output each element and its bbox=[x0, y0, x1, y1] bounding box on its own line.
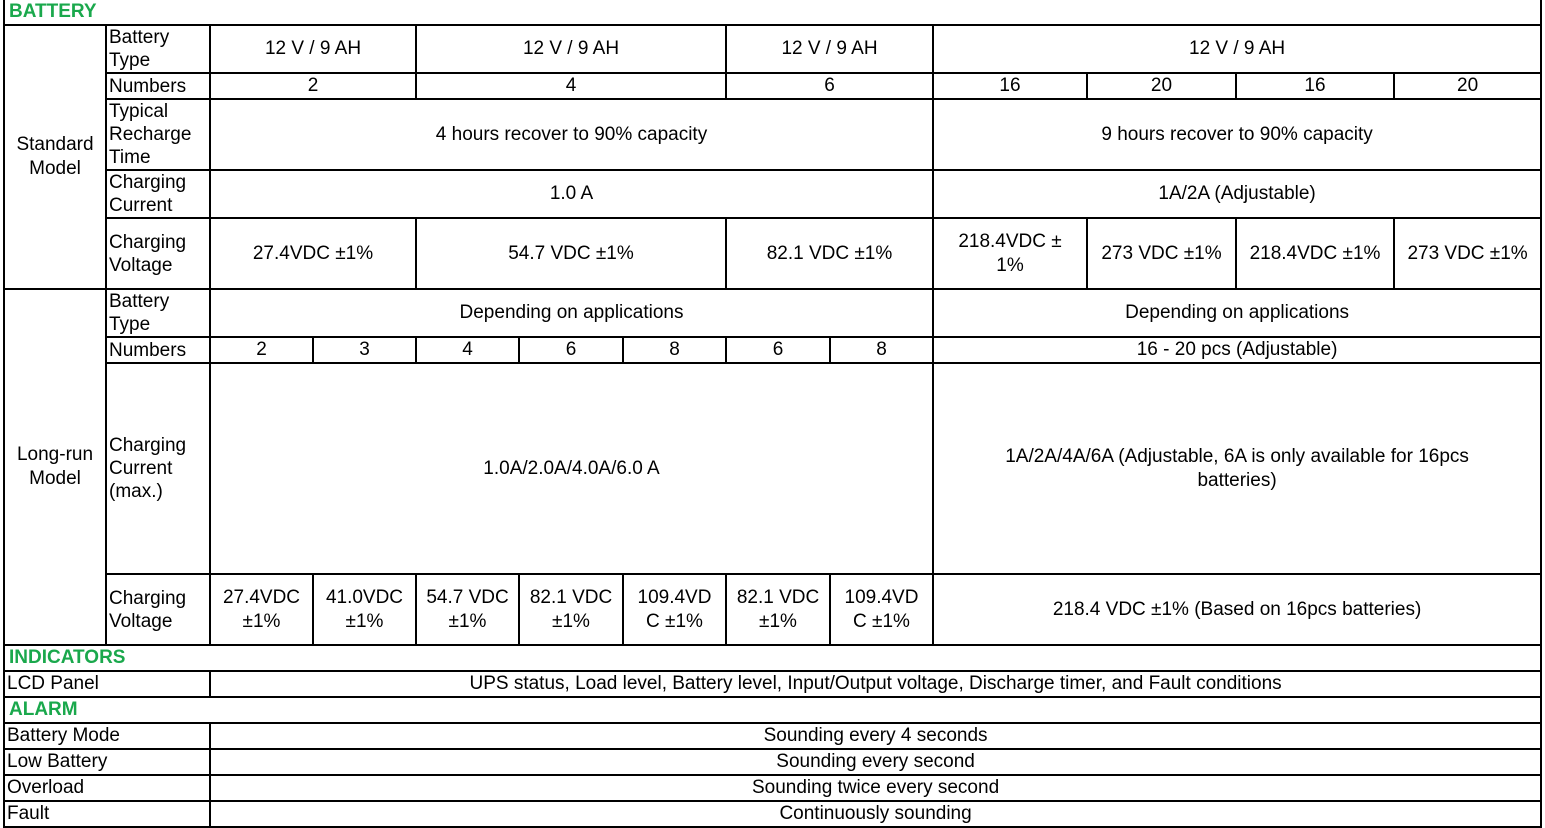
alarm-label: Battery Mode bbox=[4, 723, 210, 749]
lr-battery-type-label: Battery Type bbox=[106, 289, 210, 337]
lr-voltage-cell: 218.4 VDC ±1% (Based on 16pcs batteries) bbox=[933, 574, 1541, 645]
lr-numbers-cell: 8 bbox=[830, 337, 933, 363]
lr-numbers-cell: 16 - 20 pcs (Adjustable) bbox=[933, 337, 1541, 363]
lr-battery-type-row bbox=[4, 289, 1541, 337]
std-voltage-cell: 273 VDC ±1% bbox=[1394, 218, 1541, 289]
alarm-row bbox=[4, 723, 1541, 749]
alarm-section-title: ALARM bbox=[4, 697, 1541, 723]
std-numbers-cell: 20 bbox=[1394, 73, 1541, 99]
lr-voltage-cell: 82.1 VDC ±1% bbox=[726, 574, 830, 645]
battery-section-title: BATTERY bbox=[4, 0, 1541, 25]
lr-current-cell: 1.0A/2.0A/4.0A/6.0 A bbox=[210, 363, 933, 574]
std-battery-type-cell: 12 V / 9 AH bbox=[416, 25, 726, 73]
alarm-label: Low Battery bbox=[4, 749, 210, 775]
alarm-label: Fault bbox=[4, 801, 210, 827]
alarm-label: Overload bbox=[4, 775, 210, 801]
lr-voltage-cell: 41.0VDC ±1% bbox=[313, 574, 416, 645]
spec-table bbox=[3, 0, 1542, 828]
std-numbers-cell: 16 bbox=[1236, 73, 1394, 99]
alarm-row bbox=[4, 775, 1541, 801]
lr-voltage-cell: 82.1 VDC ±1% bbox=[519, 574, 623, 645]
battery-section-row bbox=[4, 0, 1541, 25]
std-voltage-cell: 218.4VDC ± 1% bbox=[933, 218, 1087, 289]
lr-current-label: Charging Current (max.) bbox=[106, 363, 210, 574]
std-current-cell: 1.0 A bbox=[210, 170, 933, 218]
std-voltage-cell: 218.4VDC ±1% bbox=[1236, 218, 1394, 289]
alarm-row bbox=[4, 749, 1541, 775]
std-recharge-cell: 9 hours recover to 90% capacity bbox=[933, 99, 1541, 170]
std-recharge-cell: 4 hours recover to 90% capacity bbox=[210, 99, 933, 170]
indicators-section-row bbox=[4, 645, 1541, 671]
std-current-cell: 1A/2A (Adjustable) bbox=[933, 170, 1541, 218]
std-numbers-label: Numbers bbox=[106, 73, 210, 99]
lcd-panel-value: UPS status, Load level, Battery level, Input/Output voltage, Discharge timer, and Fault conditions bbox=[210, 671, 1541, 697]
standard-model-label: Standard Model bbox=[4, 25, 106, 289]
alarm-row bbox=[4, 801, 1541, 827]
lcd-panel-label: LCD Panel bbox=[4, 671, 210, 697]
lr-current-row bbox=[4, 363, 1541, 574]
lr-voltage-row bbox=[4, 574, 1541, 645]
lr-numbers-cell: 3 bbox=[313, 337, 416, 363]
alarm-value: Sounding every 4 seconds bbox=[210, 723, 1541, 749]
std-numbers-cell: 4 bbox=[416, 73, 726, 99]
std-numbers-row bbox=[4, 73, 1541, 99]
std-battery-type-cell: 12 V / 9 AH bbox=[726, 25, 933, 73]
lr-numbers-cell: 4 bbox=[416, 337, 519, 363]
std-recharge-row bbox=[4, 99, 1541, 170]
alarm-value: Sounding twice every second bbox=[210, 775, 1541, 801]
lr-numbers-cell: 6 bbox=[519, 337, 623, 363]
std-voltage-cell: 27.4VDC ±1% bbox=[210, 218, 416, 289]
lcd-panel-row bbox=[4, 671, 1541, 697]
lr-voltage-cell: 109.4VD C ±1% bbox=[623, 574, 726, 645]
std-voltage-label: Charging Voltage bbox=[106, 218, 210, 289]
lr-voltage-cell: 54.7 VDC ±1% bbox=[416, 574, 519, 645]
std-numbers-cell: 6 bbox=[726, 73, 933, 99]
alarm-section-row bbox=[4, 697, 1541, 723]
lr-numbers-cell: 6 bbox=[726, 337, 830, 363]
indicators-section-title: INDICATORS bbox=[4, 645, 1541, 671]
lr-voltage-cell: 27.4VDC ±1% bbox=[210, 574, 313, 645]
lr-voltage-label: Charging Voltage bbox=[106, 574, 210, 645]
std-battery-type-label: Battery Type bbox=[106, 25, 210, 73]
lr-voltage-cell: 109.4VD C ±1% bbox=[830, 574, 933, 645]
std-voltage-cell: 54.7 VDC ±1% bbox=[416, 218, 726, 289]
std-voltage-row bbox=[4, 218, 1541, 289]
lr-numbers-label: Numbers bbox=[106, 337, 210, 363]
std-numbers-cell: 16 bbox=[933, 73, 1087, 99]
std-numbers-cell: 2 bbox=[210, 73, 416, 99]
alarm-value: Sounding every second bbox=[210, 749, 1541, 775]
std-current-label: Charging Current bbox=[106, 170, 210, 218]
std-battery-type-row bbox=[4, 25, 1541, 73]
std-current-row bbox=[4, 170, 1541, 218]
lr-numbers-cell: 8 bbox=[623, 337, 726, 363]
lr-numbers-row bbox=[4, 337, 1541, 363]
std-numbers-cell: 20 bbox=[1087, 73, 1236, 99]
std-battery-type-cell: 12 V / 9 AH bbox=[933, 25, 1541, 73]
std-voltage-cell: 82.1 VDC ±1% bbox=[726, 218, 933, 289]
lr-battery-type-cell: Depending on applications bbox=[933, 289, 1541, 337]
std-voltage-cell: 273 VDC ±1% bbox=[1087, 218, 1236, 289]
lr-current-cell: 1A/2A/4A/6A (Adjustable, 6A is only available for 16pcs batteries) bbox=[933, 363, 1541, 574]
std-battery-type-cell: 12 V / 9 AH bbox=[210, 25, 416, 73]
lr-numbers-cell: 2 bbox=[210, 337, 313, 363]
lr-battery-type-cell: Depending on applications bbox=[210, 289, 933, 337]
alarm-value: Continuously sounding bbox=[210, 801, 1541, 827]
longrun-model-label: Long-run Model bbox=[4, 289, 106, 645]
std-recharge-label: Typical Recharge Time bbox=[106, 99, 210, 170]
